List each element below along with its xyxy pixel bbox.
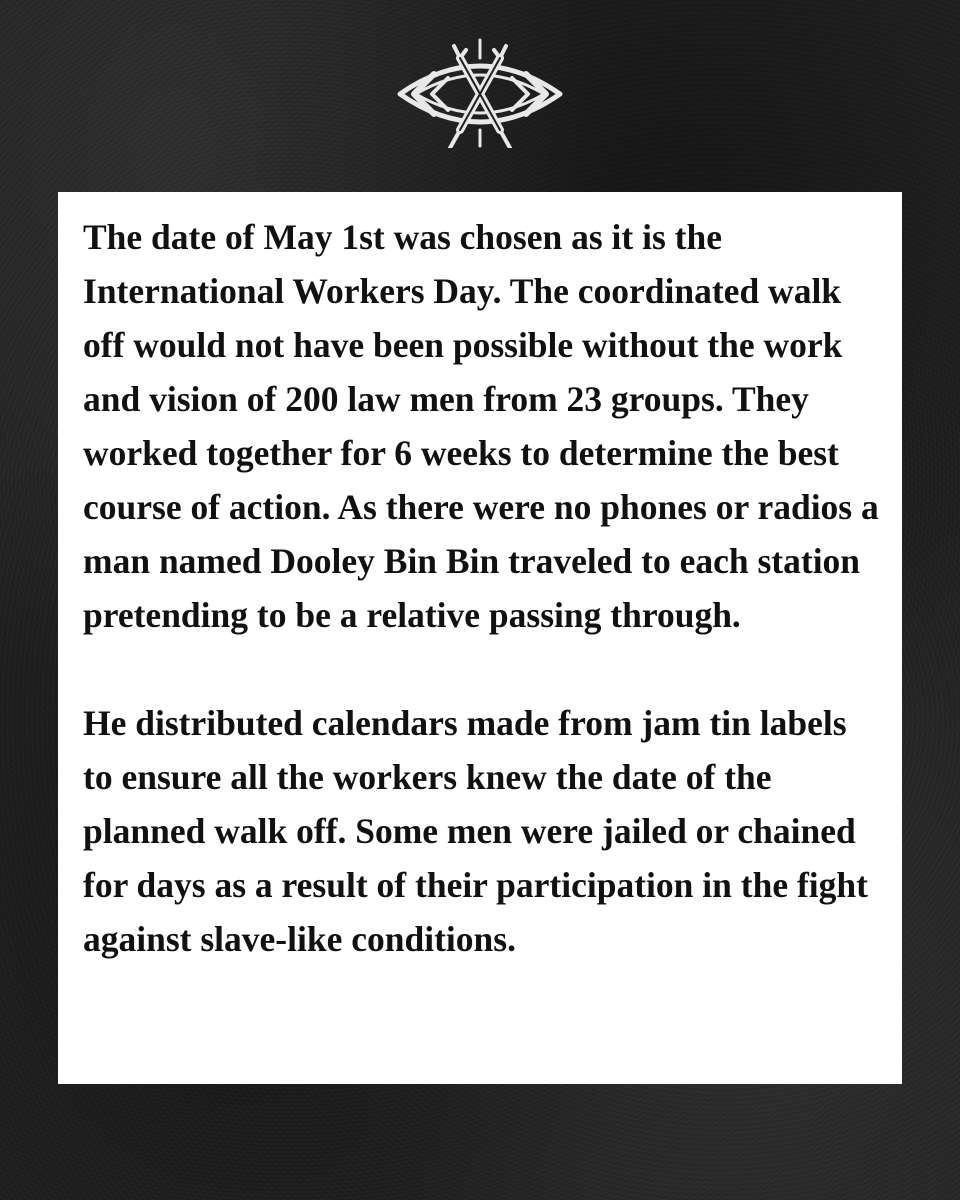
crossed-spears-shield-icon xyxy=(394,36,566,148)
paragraph-calendars: He distributed calendars made from jam tin labels to ensure all the workers knew the date of the planned walk off. Some men were jailed or chained for days as a result of their participation in the fight against slave-like conditions. xyxy=(83,703,868,959)
text-card xyxy=(58,192,902,1084)
logo-emblem xyxy=(394,36,566,148)
paragraph-walk-off-history: The date of May 1st was chosen as it is the International Workers Day. The coordinated walk off would not have been possible without the work and vision of 200 law men from 23 groups. They worked together for 6 weeks to determine the best course of action. As there were no phones or radios a man named Dooley Bin Bin traveled to each station pretending to be a relative passing through. xyxy=(83,217,879,635)
